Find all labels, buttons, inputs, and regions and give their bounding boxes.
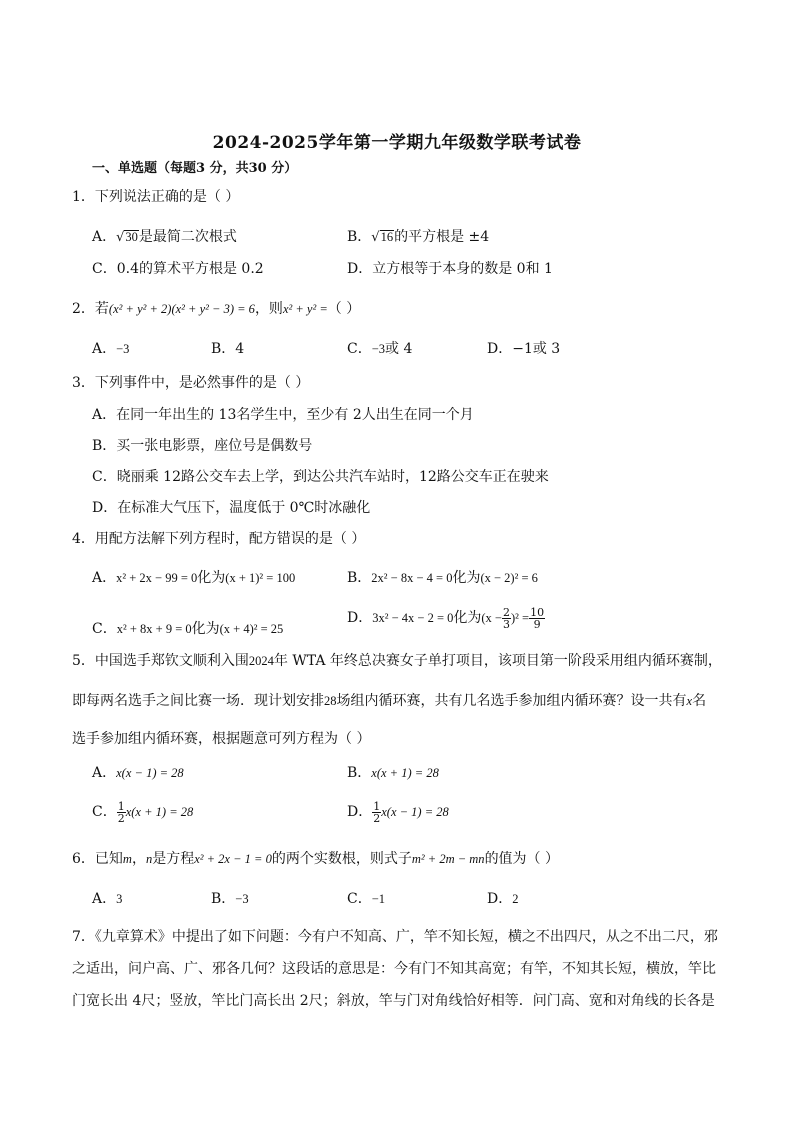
q1-b-radicand: 16 [380,230,394,244]
q2-expression: x² + y² = [282,302,328,316]
q3-option-c: C．晓丽乘 12路公交车去上学，到达公共汽车站时，12路公交车正在驶来 [92,469,549,485]
q6-option-b: B．−3 [211,891,249,907]
q4-option-b: B．2x² − 8x − 4 = 0化为(x − 2)² = 6 [347,570,538,586]
q1-option-c: C．0.4的算术平方根是 0.2 [92,261,264,277]
q6-option-d: D．2 [487,891,519,907]
q2-option-c: C．−3或 4 [347,341,413,357]
q3-option-d: D．在标准大气压下，温度低于 0℃时冰融化 [92,500,371,516]
q1-stem: 1．下列说法正确的是（ ） [72,189,240,205]
section-heading: 一、单选题（每题3 分，共30 分） [92,161,298,176]
q1-option-a: A．√30是最简二次根式 [92,229,237,245]
q4-stem: 4．用配方法解下列方程时，配方错误的是（ ） [72,531,366,547]
q5-option-d: D． $\frac{1}{2}$ x(x − 1) = 28 [347,799,449,825]
q4-option-d: D．3x² − 4x − 2 = 0化为(x − $\frac{2}{3}$ )² = $\frac{10}{9}$ [347,605,545,631]
q7-line-2: 之适出，问户高、广、邪各几何？这段话的意思是：今有门不知其高宽；有竿，不知其长短，横放，竿比 [72,961,716,977]
q2-stem: 2．若(x² + y² + 2)(x² + y² − 3) = 6，则x² + y² =（ ） [72,301,361,317]
q1-a-radicand: 30 [125,230,138,244]
q2-equation: (x² + y² + 2)(x² + y² − 3) = 6 [108,302,255,316]
q2-option-d: D．−1或 3 [487,341,561,357]
q6-stem: 6．已知m，n是方程x² + 2x − 1 = 0的两个实数根，则式子m² + 2m − mn的值为（ ） [72,851,560,867]
q4-option-a: A．x² + 2x − 99 = 0化为(x + 1)² = 100 [92,570,296,586]
q4-d-fraction: $\frac{2}{3}$ [502,605,510,631]
q5-c-half: $\frac{1}{2}$ [117,799,125,825]
q1-option-b: B．√16的平方根是 ±4 [347,229,490,245]
q5-line-2: 即每两名选手之间比赛一场．现计划安排28场组内循环赛，共有几名选手参加组内循环赛？设一共有x名 [72,693,707,709]
q5-option-c: C． $\frac{1}{2}$ x(x + 1) = 28 [92,799,194,825]
q5-d-half: $\frac{1}{2}$ [373,799,381,825]
q3-stem: 3．下列事件中，是必然事件的是（ ） [72,375,310,391]
q2-option-a: A．−3 [92,341,130,357]
q1-option-d: D．立方根等于本身的数是 0和 1 [347,261,553,277]
q6-option-a: A．3 [92,891,123,907]
exam-title: 2024-2025学年第一学期九年级数学联考试卷 [212,133,582,153]
q7-line-3: 门宽长出 4尺；竖放，竿比门高长出 2尺；斜放，竿与门对角线恰好相等．问门高、宽和对角线的长各是 [72,993,715,1009]
q3-option-a: A．在同一年出生的 13名学生中，至少有 2人出生在同一个月 [92,407,474,423]
q6-option-c: C．−1 [347,891,386,907]
q5-line-3: 选手参加组内循环赛，根据题意可列方程为（ ） [72,731,371,747]
q4-d-rhs-fraction: $\frac{10}{9}$ [530,605,545,631]
q3-option-b: B．买一张电影票，座位号是偶数号 [92,438,313,454]
q4-option-c: C．x² + 8x + 9 = 0化为(x + 4)² = 25 [92,621,284,637]
q5-option-a: A．x(x − 1) = 28 [92,765,184,781]
q5-option-b: B．x(x + 1) = 28 [347,765,439,781]
q7-line-1: 7．《九章算术》中提出了如下问题：今有户不知高、广，竿不知长短，横之不出四尺，从之不出二尺，邪 [72,929,718,945]
q2-option-b: B．4 [211,341,245,357]
q5-line-1: 5．中国选手郑钦文顺利入围2024年 WTA 年终总决赛女子单打项目，该项目第一阶段采用组内循环赛制， [72,653,722,669]
